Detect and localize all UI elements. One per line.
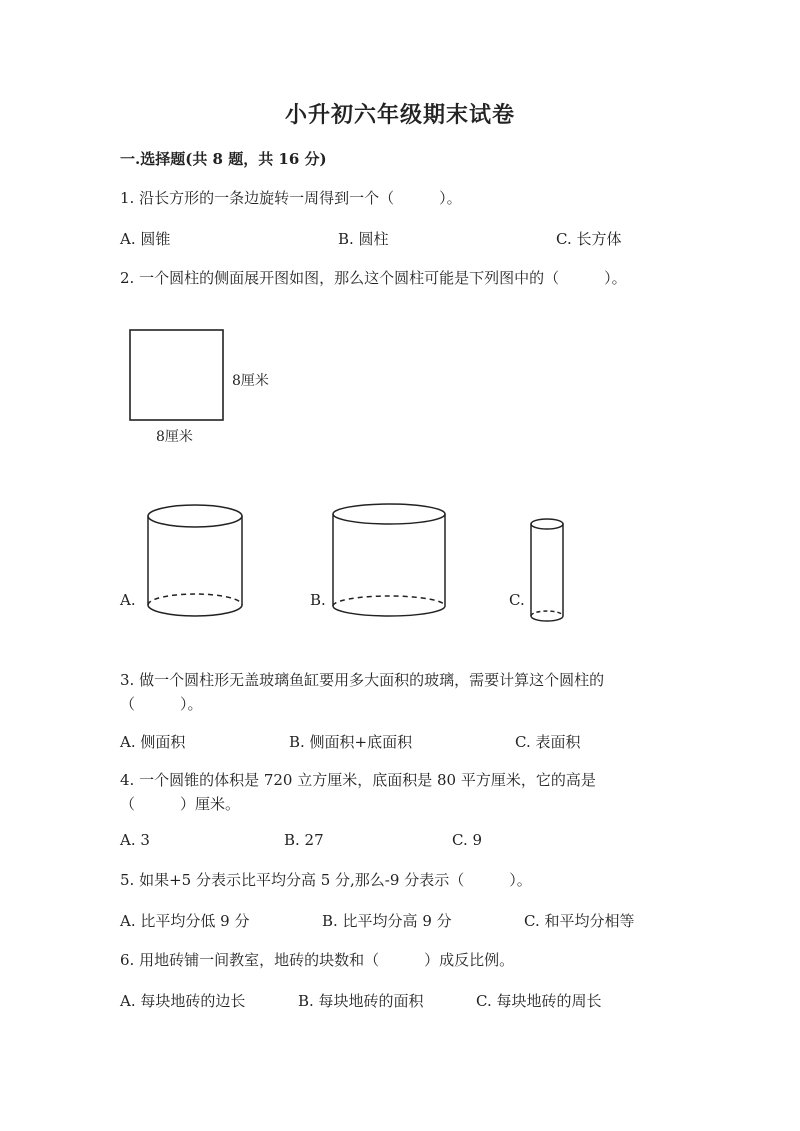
q3-option-b[interactable]: B. 侧面积+底面积 xyxy=(289,733,413,751)
question-4-line-2: （ ）厘米。 xyxy=(120,795,241,813)
cylinder-a xyxy=(148,505,242,616)
q5-option-a[interactable]: A. 比平均分低 9 分 xyxy=(120,912,250,930)
question-1: 1. 沿长方形的一条边旋转一周得到一个（ ）。 xyxy=(120,189,462,207)
q2-option-a[interactable]: A. xyxy=(120,591,136,609)
q3-option-c[interactable]: C. 表面积 xyxy=(515,733,581,751)
question-5: 5. 如果+5 分表示比平均分高 5 分,那么-9 分表示（ ）。 xyxy=(120,871,532,889)
q1-option-a[interactable]: A. 圆锥 xyxy=(120,230,171,248)
q4-option-a[interactable]: A. 3 xyxy=(120,831,150,849)
q5-option-c[interactable]: C. 和平均分相等 xyxy=(524,912,635,930)
q1-option-c[interactable]: C. 长方体 xyxy=(556,230,622,248)
q6-option-a[interactable]: A. 每块地砖的边长 xyxy=(120,992,246,1010)
q6-option-b[interactable]: B. 每块地砖的面积 xyxy=(298,992,424,1010)
cylinder-c xyxy=(531,519,563,621)
exam-title: 小升初六年级期末试卷 xyxy=(284,102,515,128)
q2-option-b[interactable]: B. xyxy=(310,591,326,609)
question-3-line-1: 3. 做一个圆柱形无盖玻璃鱼缸要用多大面积的玻璃，需要计算这个圆柱的 xyxy=(120,671,605,689)
q4-option-c[interactable]: C. 9 xyxy=(452,831,483,849)
square-side-label: 8厘米 xyxy=(232,373,269,389)
q6-option-c[interactable]: C. 每块地砖的周长 xyxy=(476,992,602,1010)
section-heading: 一.选择题(共 8 题，共 16 分) xyxy=(120,150,327,168)
q4-option-b[interactable]: B. 27 xyxy=(284,831,324,849)
cylinder-b xyxy=(333,504,445,616)
square-bottom-label: 8厘米 xyxy=(156,429,193,445)
q5-option-b[interactable]: B. 比平均分高 9 分 xyxy=(322,912,452,930)
unfolded-square xyxy=(130,330,223,420)
question-3-line-2: （ ）。 xyxy=(120,695,203,713)
q1-option-b[interactable]: B. 圆柱 xyxy=(338,230,389,248)
q2-option-c[interactable]: C. xyxy=(509,591,525,609)
q3-option-a[interactable]: A. 侧面积 xyxy=(120,733,186,751)
question-2: 2. 一个圆柱的侧面展开图如图，那么这个圆柱可能是下列图中的（ ）。 xyxy=(120,269,627,287)
question-6: 6. 用地砖铺一间教室，地砖的块数和（ ）成反比例。 xyxy=(120,951,515,969)
question-4-line-1: 4. 一个圆锥的体积是 720 立方厘米，底面积是 80 平方厘米，它的高是 xyxy=(120,771,596,789)
